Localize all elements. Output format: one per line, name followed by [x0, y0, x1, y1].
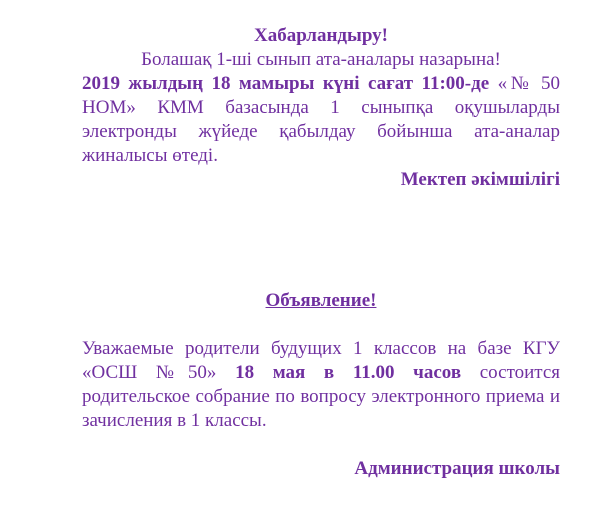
signature-gap [82, 433, 560, 457]
ru-title: Объявление! [265, 290, 377, 311]
ru-body-text-2: состоится родительское собрание по вопросу электронного приема и зачисления в 1 классы. [82, 362, 560, 431]
ru-body-text-1: Уважаемые родители будущих 1 классов на базе КГУ «ОСШ №50» [82, 338, 560, 383]
ru-signature: Администрация школы [354, 458, 560, 479]
section-gap [82, 192, 560, 289]
kz-title: Хабарландыру! [253, 25, 388, 46]
ru-body [82, 337, 560, 433]
announcement-document [82, 24, 560, 481]
ru-body-date: 18 мая в 11.00 часов [235, 362, 462, 383]
kz-body-date: 2019 жылдың 18 мамыры күні сағат 11:00-де [82, 73, 490, 94]
kz-body-text: «№ 50 НОМ» КММ базасында 1 сыныпқа оқушыларды электронды жүйеде қабылдау бойынша ата-аналар жиналысы өтеді. [82, 73, 560, 166]
kz-body [82, 72, 560, 168]
title-gap [82, 313, 560, 337]
kz-signature: Мектеп әкімшілігі [400, 169, 560, 190]
kz-subtitle: Болашақ 1-ші сынып ата-аналары назарына! [141, 49, 501, 70]
